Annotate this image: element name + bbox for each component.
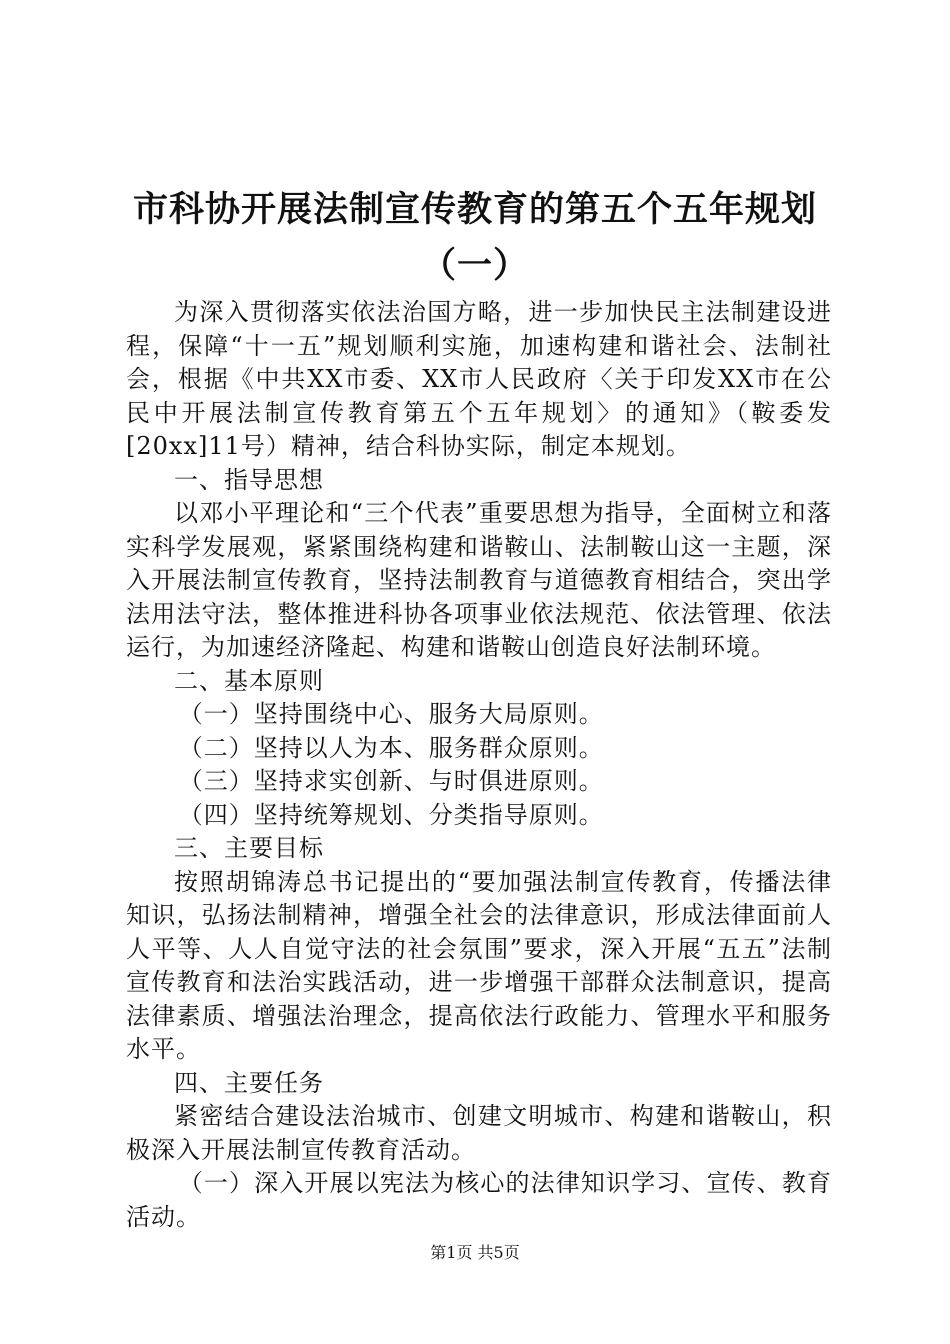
section-heading-main-goals: 三、主要目标 xyxy=(174,834,324,862)
section-heading-guiding-thought: 一、指导思想 xyxy=(174,465,324,494)
document-body xyxy=(126,296,832,1234)
document-title: 市科协开展法制宣传教育的第五个五年规划 xyxy=(132,189,817,230)
principle-item: （一）坚持围绕中心、服务大局原则。 xyxy=(178,700,604,728)
task-item: （一）深入开展以宪法为核心的法律知识学习、宣传、教育活动。 xyxy=(126,1169,832,1231)
guiding-thought-paragraph: 以邓小平理论和“三个代表”重要思想为指导，全面树立和落实科学发展观，紧紧围绕构建和谐鞍山、法制鞍山这一主题，深入开展法制宣传教育，坚持法制教育与道德教育相结合，突出学法用法守法，整体推进科协各项事业依法规范、依法管理、依法运行，为加速经济隆起、构建和谐鞍山创造良好法制环境。 xyxy=(126,499,832,661)
document-title-continued: （一） xyxy=(420,245,529,286)
principle-item: （四）坚持统筹规划、分类指导原则。 xyxy=(178,800,604,829)
principle-item: （三）坚持求实创新、与时俱进原则。 xyxy=(178,767,604,795)
page-number-footer: 第1页 共5页 xyxy=(430,1243,520,1262)
main-tasks-paragraph: 紧密结合建设法治城市、创建文明城市、构建和谐鞍山，积极深入开展法制宣传教育活动。 xyxy=(126,1102,832,1164)
section-heading-main-tasks: 四、主要任务 xyxy=(174,1068,324,1097)
principle-item: （二）坚持以人为本、服务群众原则。 xyxy=(178,733,604,762)
main-goals-paragraph: 按照胡锦涛总书记提出的“要加强法制宣传教育，传播法律知识，弘扬法制精神，增强全社会的法律意识，形成法律面前人人平等、人人自觉守法的社会氛围”要求，深入开展“五五”法制宣传教育和法治实践活动，进一步增强干部群众法制意识，提高法律素质、增强法治理念，提高依法行政能力、管理水平和服务水平。 xyxy=(126,867,832,1063)
intro-paragraph: 为深入贯彻落实依法治国方略，进一步加快民主法制建设进程，保障“十一五”规划顺利实施，加速构建和谐社会、法制社会，根据《中共XX市委、XX市人民政府〈关于印发XX市在公民中开展法制宣传教育第五个五年规划〉的通知》（鞍委发[20xx]11号）精神，结合科协实际，制定本规划。 xyxy=(126,298,832,460)
section-heading-basic-principles: 二、基本原则 xyxy=(174,666,324,695)
